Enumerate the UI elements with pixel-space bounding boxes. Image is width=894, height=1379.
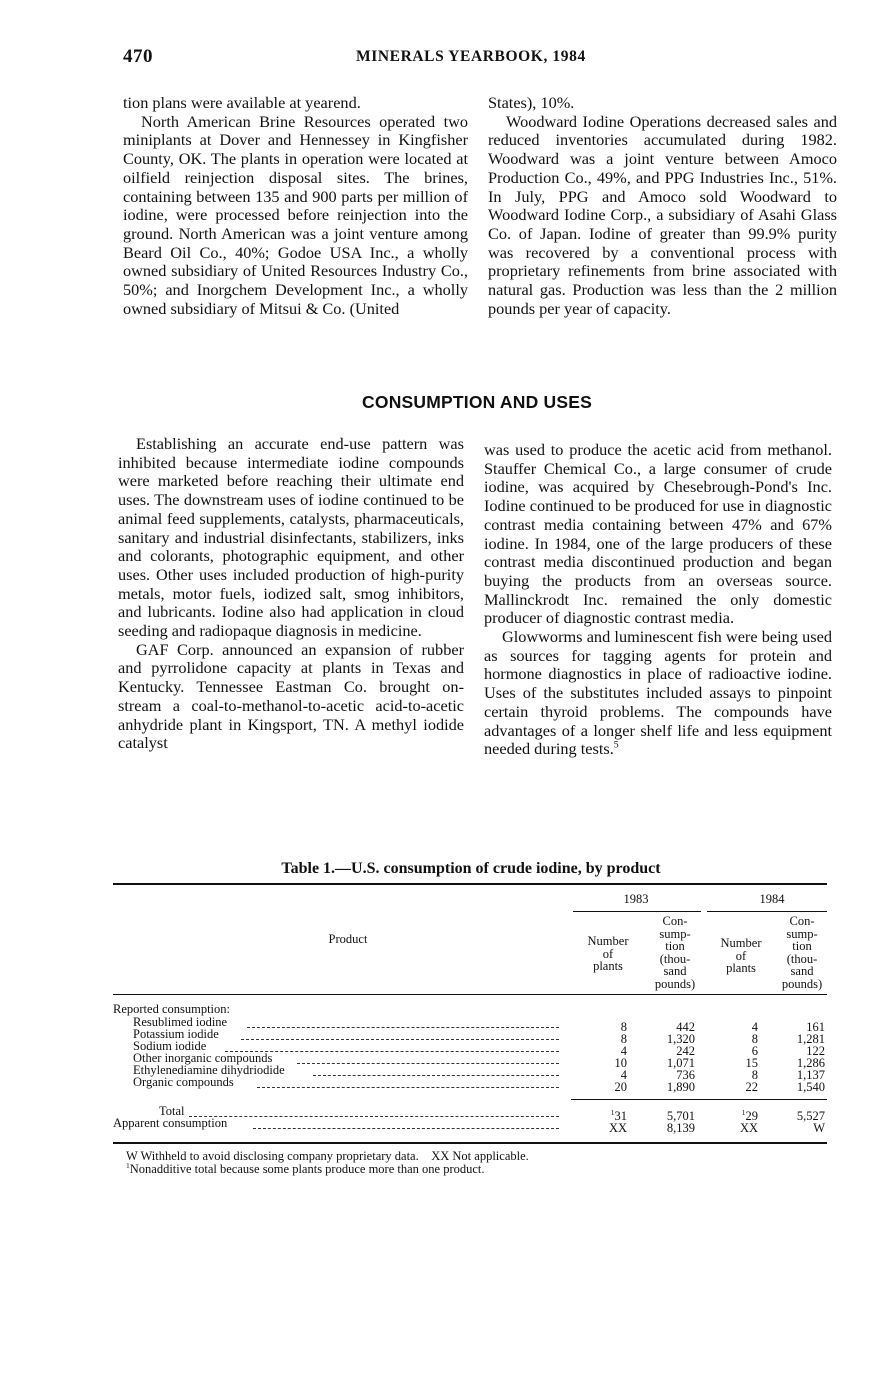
middle-right-column: [484, 441, 832, 759]
row-label: Other inorganic compounds: [133, 1051, 273, 1065]
cell-plants-1983: 8: [620, 1020, 627, 1034]
top-right-column: [488, 94, 837, 318]
cell-consumption-1984: 1,281: [796, 1032, 825, 1046]
dot-leader: [225, 1051, 559, 1052]
running-title: MINERALS YEARBOOK, 1984: [356, 48, 586, 65]
cell-consumption-1983: 1,320: [666, 1032, 695, 1046]
row-label: Sodium iodide: [133, 1039, 207, 1053]
row-label: Potassium iodide: [133, 1027, 219, 1041]
cell-consumption-1984: 1,137: [796, 1068, 825, 1082]
cell-plants-1983: 10: [614, 1056, 627, 1070]
cell-consumption-1983: 1,890: [666, 1080, 695, 1094]
cell-plants-1984: 15: [745, 1056, 758, 1070]
cell-plants-1983: 20: [614, 1080, 627, 1094]
middle-left-column: [118, 435, 464, 753]
cell-consumption-1984: 161: [806, 1020, 825, 1034]
paragraph: States), 10%.: [488, 93, 575, 112]
year-header-1984: 1984: [759, 892, 785, 906]
dot-leader: [189, 1116, 559, 1117]
row-label: Total: [159, 1104, 185, 1118]
cell-plants-1983: XX: [608, 1121, 627, 1135]
dot-leader: [253, 1128, 559, 1129]
cell-plants-1984: $^1$29: [741, 1107, 758, 1123]
plants-header-1984: Number of plants: [720, 936, 762, 975]
footnote-marker: 5: [613, 739, 619, 751]
footnote: $^1$Nonadditive total because some plants produce more than one product.: [126, 1160, 485, 1176]
cell-consumption-1983: 736: [676, 1068, 695, 1082]
cell-plants-1983: 4: [620, 1068, 627, 1082]
dot-leader: [257, 1087, 559, 1088]
cell-consumption-1984: 122: [806, 1044, 825, 1058]
cell-plants-1983: 8: [620, 1032, 627, 1046]
product-header: Product: [328, 932, 368, 946]
section-heading: CONSUMPTION AND USES: [362, 392, 592, 412]
table-top-rule: [113, 883, 827, 885]
header-bottom-rule: [113, 994, 827, 995]
page-header: [0, 46, 894, 72]
cell-consumption-1984: W: [813, 1121, 825, 1135]
cell-consumption-1984: 5,527: [796, 1109, 825, 1123]
year-header-1983: 1983: [623, 892, 649, 906]
row-label: Resublimed iodine: [133, 1015, 228, 1029]
dot-leader: [241, 1039, 559, 1040]
paragraph: North American Brine Resources operated two miniplants at Dover and Hennessey in Kingfisher County, OK. The plants in operation were located at oilfield reinjection disposal sites. The brines, containing between 135 and 900 parts per million of iodine, were processed before reinjection into the ground. North American was a joint venture among Beard Oil Co., 40%; Godoe USA Inc., a wholly owned subsidiary of United Resources Industry Co., 50%; and Inorgchem Development Inc., a wholly owned subsidiary of Mitsui & Co. (United: [123, 111, 468, 318]
cell-plants-1984: 22: [745, 1080, 758, 1094]
page-number: 470: [123, 46, 153, 67]
section-label: Reported consumption:: [113, 1002, 230, 1016]
cell-consumption-1983: 242: [676, 1044, 695, 1058]
row-label: Apparent consumption: [113, 1116, 228, 1130]
plants-header-1983: Number of plants: [587, 934, 629, 973]
cell-plants-1984: 6: [751, 1044, 758, 1058]
dot-leader: [297, 1063, 559, 1064]
footnote: W Withheld to avoid disclosing company proprietary data. XX Not applicable.: [126, 1149, 529, 1163]
paragraph: GAF Corp. announced an expansion of rubber and pyrrolidone capacity at plants in Texas and Kentucky. Tennessee Eastman Co. brought on-stream a coal-to-methanol-to-acetic acid-to-acetic anhydride plant in Kingsport, TN. A methyl iodide catalyst: [118, 639, 464, 753]
paragraph: [484, 628, 832, 759]
dot-leader: [313, 1075, 559, 1076]
cell-plants-1984: XX: [739, 1121, 758, 1135]
cell-consumption-1983: 1,071: [666, 1056, 695, 1070]
table-title: Table 1.—U.S. consumption of crude iodine, by product: [281, 860, 661, 877]
year-underline: [707, 911, 827, 912]
paragraph: tion plans were available at yearend.: [123, 93, 361, 112]
table-bottom-rule: [113, 1142, 827, 1144]
paragraph: Woodward Iodine Operations decreased sales and reduced inventories accumulated during 1982. Woodward was a joint venture between Amoco Production Co., 49%, and PPG Industries Inc., 51%. In July, PPG and Amoco sold Woodward to Woodward Iodine Corp., a subsidiary of Asahi Glass Co. of Japan. Iodine of greater than 99.9% purity was recovered by a conventional process with proprietary refinements from brine associated with natural gas. Production was less than the 2 million pounds per year of capacity.: [488, 111, 837, 318]
consumption-header-1984: Con- sump- tion (thou- sand pounds): [781, 914, 823, 991]
consumption-header-1983: Con- sump- tion (thou- sand pounds): [654, 914, 696, 991]
row-label: Organic compounds: [133, 1075, 234, 1089]
table-footnotes: [126, 1150, 529, 1176]
cell-plants-1984: 8: [751, 1032, 758, 1046]
cell-plants-1984: 4: [751, 1020, 758, 1034]
cell-plants-1984: 8: [751, 1068, 758, 1082]
year-underline: [573, 911, 701, 912]
paragraph: was used to produce the acetic acid from methanol. Stauffer Chemical Co., a large consumer of crude iodine, was acquired by Chesebrough-Pond's Inc. Iodine continued to be produced for use in diagnostic contrast media containing between 47% and 67% iodine. In 1984, one of the large producers of these contrast media discontinued production and began buying the products from an overseas source. Mallinckrodt Inc. remained the only domestic producer of diagnostic contrast media.: [484, 440, 832, 628]
row-label: Ethylenediamine dihydriodide: [133, 1063, 285, 1077]
dot-leader: [247, 1027, 559, 1028]
paragraph-text: Glowworms and luminescent fish were being used as sources for tagging agents for protein and hormone diagnostics in place of radioactive iodine. Uses of the substitutes included assays to pinpoint certain thyroid problems. The compounds have advantages of a longer shelf life and less equipment needed during tests.: [484, 627, 832, 759]
top-left-column: [123, 94, 468, 318]
cell-consumption-1983: 442: [676, 1020, 695, 1034]
cell-consumption-1983: 8,139: [666, 1121, 695, 1135]
total-rule: [571, 1099, 827, 1100]
paragraph: Establishing an accurate end-use pattern was inhibited because intermediate iodine compounds were marketed before reaching their ultimate end uses. The downstream uses of iodine continued to be animal feed supplements, catalysts, pharmaceuticals, sanitary and industrial disinfectants, stabilizers, inks and colorants, photographic equipment, and other uses. Other uses included production of high-purity metals, motor fuels, iodized salt, smog inhibitors, and lubricants. Iodine also had application in cloud seeding and radiopaque diagnosis in medicine.: [118, 434, 464, 641]
cell-plants-1983: $^1$31: [610, 1107, 627, 1123]
cell-plants-1983: 4: [620, 1044, 627, 1058]
cell-consumption-1983: 5,701: [666, 1109, 695, 1123]
cell-consumption-1984: 1,286: [796, 1056, 825, 1070]
cell-consumption-1984: 1,540: [796, 1080, 825, 1094]
